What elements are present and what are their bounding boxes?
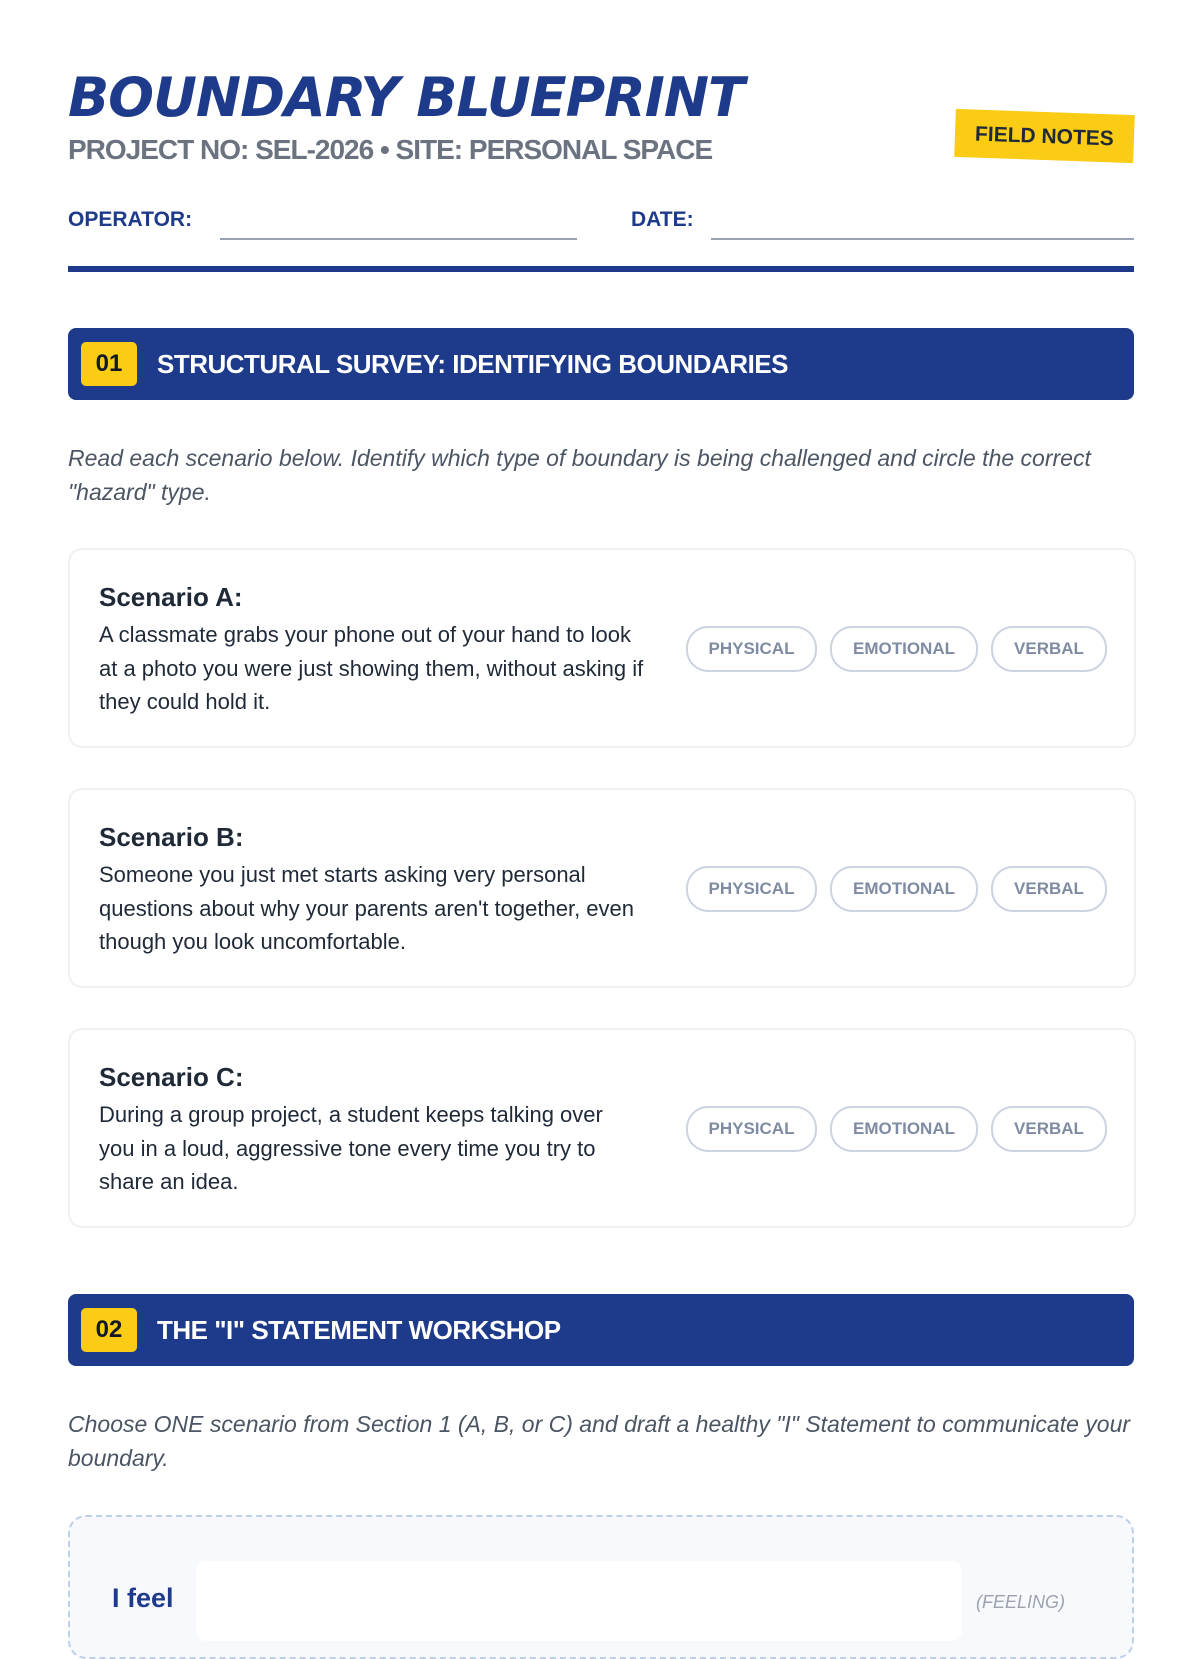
- scenario-b-physical-option[interactable]: PHYSICAL: [686, 866, 817, 912]
- i-statement-workspace: [68, 1515, 1134, 1659]
- scenario-a-title: Scenario A:: [99, 582, 243, 612]
- worksheet-page: [68, 0, 1134, 1613]
- date-field[interactable]: [711, 238, 1134, 240]
- operator-field[interactable]: [220, 238, 577, 240]
- section-1-title: STRUCTURAL SURVEY: IDENTIFYING BOUNDARIES: [157, 349, 788, 379]
- scenario-a-verbal-option[interactable]: VERBAL: [991, 626, 1107, 672]
- section-1-header: [68, 328, 1134, 400]
- scenario-c-verbal-option[interactable]: VERBAL: [991, 1106, 1107, 1152]
- operator-label: OPERATOR:: [68, 208, 193, 231]
- section-2-instructions: Choose ONE scenario from Section 1 (A, B, or C) and draft a healthy "I" Statement to communicate your boundary.: [68, 1411, 1131, 1471]
- section-1-instructions: Read each scenario below. Identify which type of boundary is being challenged and circle the correct "hazard" type.: [68, 445, 1091, 505]
- scenario-c-physical-option[interactable]: PHYSICAL: [686, 1106, 817, 1152]
- scenario-c-title: Scenario C:: [99, 1062, 244, 1092]
- scenario-a-physical-option[interactable]: PHYSICAL: [686, 626, 817, 672]
- section-1-number: 01: [81, 342, 137, 386]
- section-2-title: THE "I" STATEMENT WORKSHOP: [157, 1315, 561, 1345]
- scenario-b-text: Someone you just met starts asking very personal questions about why your parents aren't together, even though you look uncomfortable.: [99, 862, 634, 954]
- scenario-c-card: [68, 1028, 1136, 1228]
- scenario-c-text: During a group project, a student keeps talking over you in a loud, aggressive tone every time you try to share an idea.: [99, 1102, 603, 1194]
- header-divider: [68, 266, 1134, 272]
- field-notes-stamp: FIELD NOTES: [954, 109, 1134, 163]
- scenario-b-card: [68, 788, 1136, 988]
- date-label: DATE:: [631, 208, 694, 231]
- scenario-b-emotional-option[interactable]: EMOTIONAL: [830, 866, 978, 912]
- worksheet-title: BOUNDARY BLUEPRINT: [68, 66, 744, 129]
- project-subtitle: PROJECT NO: SEL-2026 • SITE: PERSONAL SPACE: [68, 134, 713, 165]
- scenario-c-emotional-option[interactable]: EMOTIONAL: [830, 1106, 978, 1152]
- i-feel-label: I feel: [112, 1583, 174, 1613]
- scenario-a-emotional-option[interactable]: EMOTIONAL: [830, 626, 978, 672]
- scenario-b-verbal-option[interactable]: VERBAL: [991, 866, 1107, 912]
- scenario-a-text: A classmate grabs your phone out of your hand to look at a photo you were just showing them, without asking if they could hold it.: [99, 622, 644, 714]
- section-2-number: 02: [81, 1308, 137, 1352]
- section-2-header: [68, 1294, 1134, 1366]
- scenario-a-card: [68, 548, 1136, 748]
- feeling-input[interactable]: [196, 1561, 962, 1641]
- scenario-b-title: Scenario B:: [99, 822, 244, 852]
- meta-row: [68, 202, 1134, 242]
- feeling-hint: (FEELING): [976, 1592, 1066, 1612]
